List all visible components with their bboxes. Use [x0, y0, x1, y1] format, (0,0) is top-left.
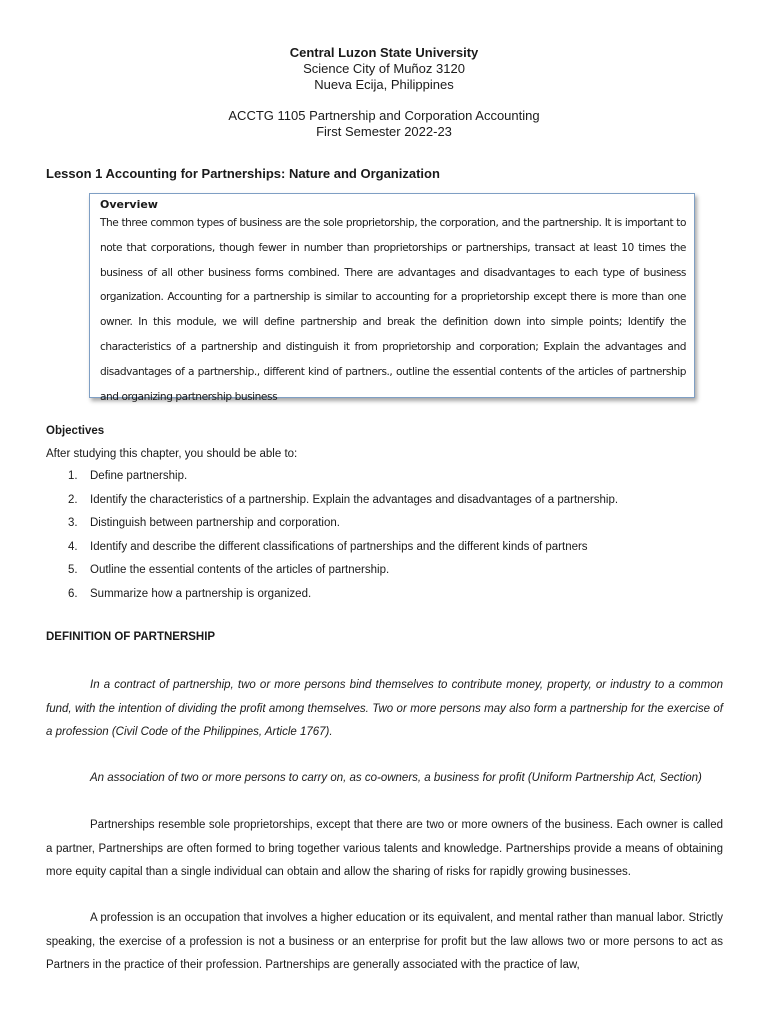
- lesson-title: Lesson 1 Accounting for Partnerships: Nature and Organization: [46, 166, 440, 181]
- university-name: Central Luzon State University: [289, 45, 479, 60]
- list-item: [46, 563, 618, 587]
- list-item-number: 5.: [68, 564, 78, 576]
- list-item: [46, 493, 618, 517]
- partnership-paragraph: Partnerships resemble sole proprietorships, except that there are two or more owners of the business. Each owner is called a partner, Partnerships are often formed to bring together various talents and knowledge. Partnerships provide a means of obtaining more equity capital than a single individual can obtain and allow the sharing of risks for rapidly growing businesses.: [46, 819, 723, 878]
- university-city: Science City of Muñoz 3120: [303, 61, 465, 76]
- list-item-number: 2.: [68, 493, 78, 506]
- list-item: [46, 540, 618, 564]
- semester: First Semester 2022-23: [316, 124, 452, 139]
- profession-paragraph: A profession is an occupation that involves a higher education or its equivalent, and mental rather than manual labor. Strictly speaking, the exercise of a profession is not a business or an enterprise for profit but the law allows two or more persons to act as Partners in the practice of their profession. Partnerships are generally associated with the practice of law,: [46, 912, 723, 971]
- course-title: ACCTG 1105 Partnership and Corporation Accounting: [228, 108, 540, 123]
- objectives-list: [46, 469, 618, 610]
- list-item-text: Distinguish between partnership and corporation.: [90, 517, 340, 529]
- objectives-intro: After studying this chapter, you should be able to:: [46, 448, 298, 460]
- list-item-number: 1.: [68, 470, 78, 482]
- list-item-text: Define partnership.: [90, 470, 188, 482]
- definition-heading: DEFINITION OF PARTNERSHIP: [46, 631, 216, 643]
- partnership-act-quote: An association of two or more persons to carry on, as co-owners, a business for profit (Uniform Partnership Act, Section): [90, 772, 702, 784]
- list-item-number: 4.: [68, 540, 78, 553]
- list-item-text: Identify the characteristics of a partnership. Explain the advantages and disadvantages of a partnership.: [90, 493, 619, 506]
- list-item-number: 3.: [68, 517, 78, 529]
- course-header: [0, 108, 768, 140]
- university-header: [0, 45, 768, 93]
- objectives-heading: Objectives: [46, 425, 105, 437]
- list-item-text: Identify and describe the different classifications of partnerships and the different kinds of partners: [90, 540, 588, 553]
- list-item: [46, 516, 618, 540]
- list-item-text: Summarize how a partnership is organized.: [90, 587, 312, 600]
- overview-title: Overview: [100, 198, 158, 211]
- overview-text: The three common types of business are the sole proprietorship, the corporation, and the partnership. It is important to note that corporations, though fewer in number than proprietorships or partnerships, transact at least 10 times the business of all other business forms combined. There are advantages and disadvantages to each type of business organization. Accounting for a partnership is similar to accounting for a proprietorship except there is more than one owner. In this module, we will define partnership and break the definition down into simple points; Identify the characteristics of a partnership and distinguish it from proprietorship and corporation; Explain the advantages and disadvantages of a partnership., different kind of partners., outline the essential contents of the articles of partnership and organizing partnership business: [100, 217, 686, 403]
- list-item-number: 6.: [68, 587, 78, 600]
- overview-box: [89, 193, 695, 403]
- list-item-text: Outline the essential contents of the articles of partnership.: [90, 564, 390, 576]
- objectives-section: [46, 425, 618, 610]
- university-province: Nueva Ecija, Philippines: [314, 77, 454, 92]
- list-item: [46, 469, 618, 493]
- civil-code-quote: In a contract of partnership, two or more persons bind themselves to contribute money, property, or industry to a common fund, with the intention of dividing the profit among themselves. Two or more persons may also form a partnership for the exercise of a profession (Civil Code of the Philippines, Article 1767).: [46, 679, 723, 738]
- list-item: [46, 587, 618, 611]
